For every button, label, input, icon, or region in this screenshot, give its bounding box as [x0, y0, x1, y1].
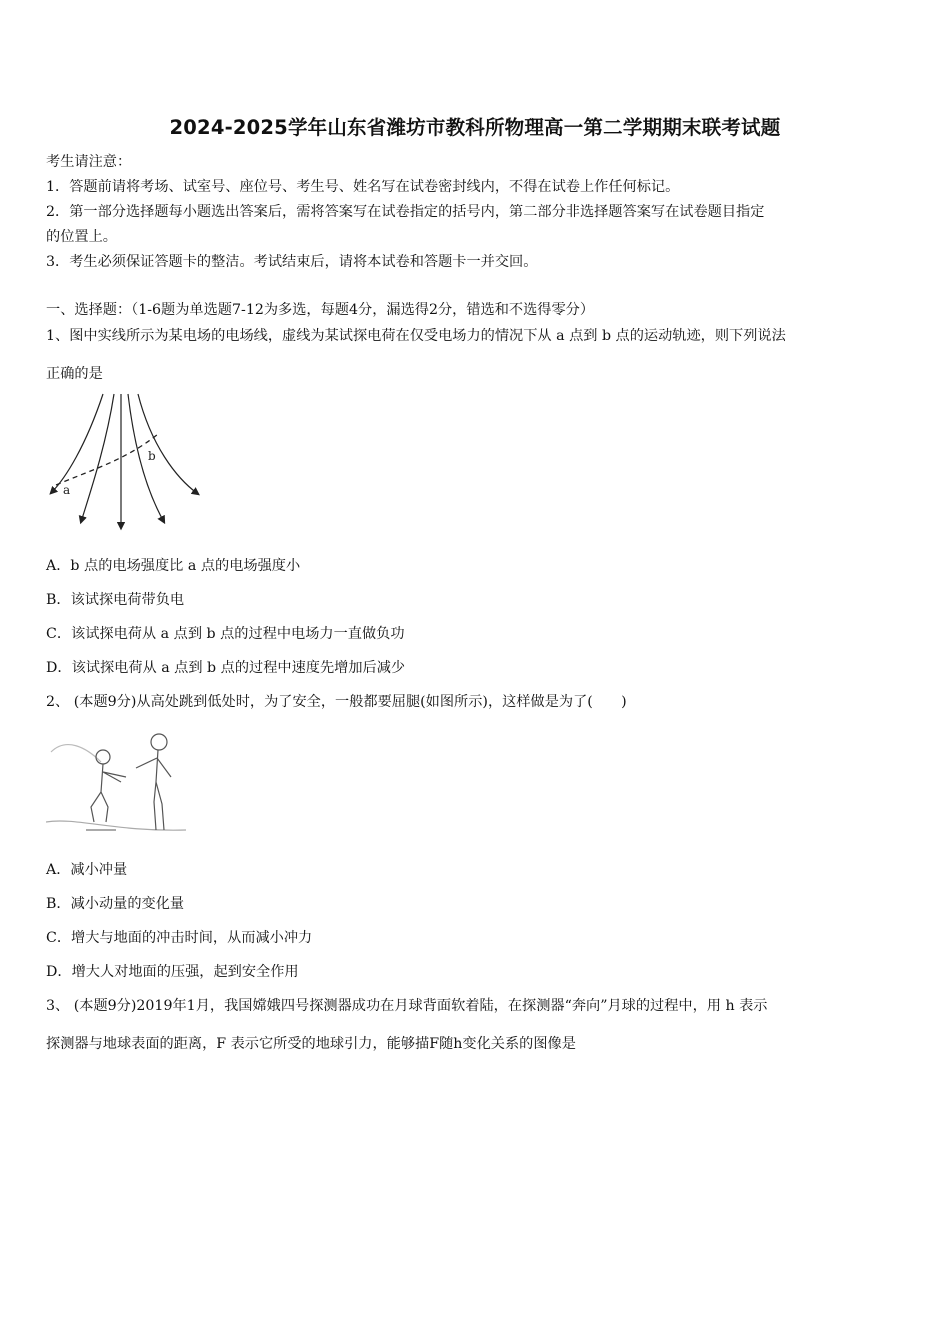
q1-option-c: C．该试探电荷从 a 点到 b 点的过程中电场力一直做负功 — [46, 626, 405, 642]
q1-stem-line1: 1、图中实线所示为某电场的电场线，虚线为某试探电荷在仅受电场力的情况下从 a 点到 b 点的运动轨迹，则下列说法 — [46, 328, 786, 344]
section-heading: 一、选择题：（1-6题为单选题7-12为多选，每题4分，漏选得2分，错选和不选得零分） — [46, 302, 595, 318]
field-line — [138, 394, 198, 494]
q3-stem-line1: 3、 (本题9分)2019年1月，我国嫦娥四号探测器成功在月球背面软着陆，在探测器“奔向”月球的过程中，用 h 表示 — [46, 998, 768, 1014]
trajectory-dashed — [56, 434, 158, 485]
q2-option-a: A．减小冲量 — [46, 862, 128, 878]
q2-stem: 2、 (本题9分)从高处跳到低处时，为了安全，一般都要屈腿(如图所示)，这样做是为了( ) — [46, 694, 627, 710]
field-line — [128, 394, 164, 522]
notice-item-2: 2．第一部分选择题每小题选出答案后，需将答案写在试卷指定的括号内，第二部分非选择题答案写在试卷题目指定 — [46, 204, 765, 220]
field-line — [81, 394, 114, 522]
q1-option-b: B．该试探电荷带负电 — [46, 592, 185, 608]
notice-item-3: 3．考生必须保证答题卡的整洁。考试结束后，请将本试卷和答题卡一并交回。 — [46, 254, 538, 270]
notice-heading: 考生请注意： — [46, 154, 132, 170]
q1-stem-line2: 正确的是 — [46, 366, 103, 382]
q1-option-a: A．b 点的电场强度比 a 点的电场强度小 — [46, 558, 301, 574]
field-line — [51, 394, 103, 493]
q1-option-d: D．该试探电荷从 a 点到 b 点的过程中速度先增加后减少 — [46, 660, 406, 676]
q3-stem-line2: 探测器与地球表面的距离，F 表示它所受的地球引力，能够描F随h变化关系的图像是 — [46, 1036, 576, 1052]
q2-option-d: D．增大人对地面的压强，起到安全作用 — [46, 964, 299, 980]
label-b: b — [148, 449, 156, 463]
q2-option-b: B．减小动量的变化量 — [46, 896, 185, 912]
page-title: 2024-2025学年山东省潍坊市教科所物理高一第二学期期末联考试题 — [169, 116, 781, 139]
jumping-person-figure — [46, 722, 191, 842]
q2-option-c: C．增大与地面的冲击时间，从而减小冲力 — [46, 930, 313, 946]
notice-item-1: 1．答题前请将考场、试室号、座位号、考生号、姓名写在试卷密封线内，不得在试卷上作任何标记。 — [46, 179, 680, 195]
notice-item-2-cont: 的位置上。 — [46, 229, 117, 245]
label-a: a — [63, 483, 71, 497]
electric-field-figure — [46, 390, 206, 535]
